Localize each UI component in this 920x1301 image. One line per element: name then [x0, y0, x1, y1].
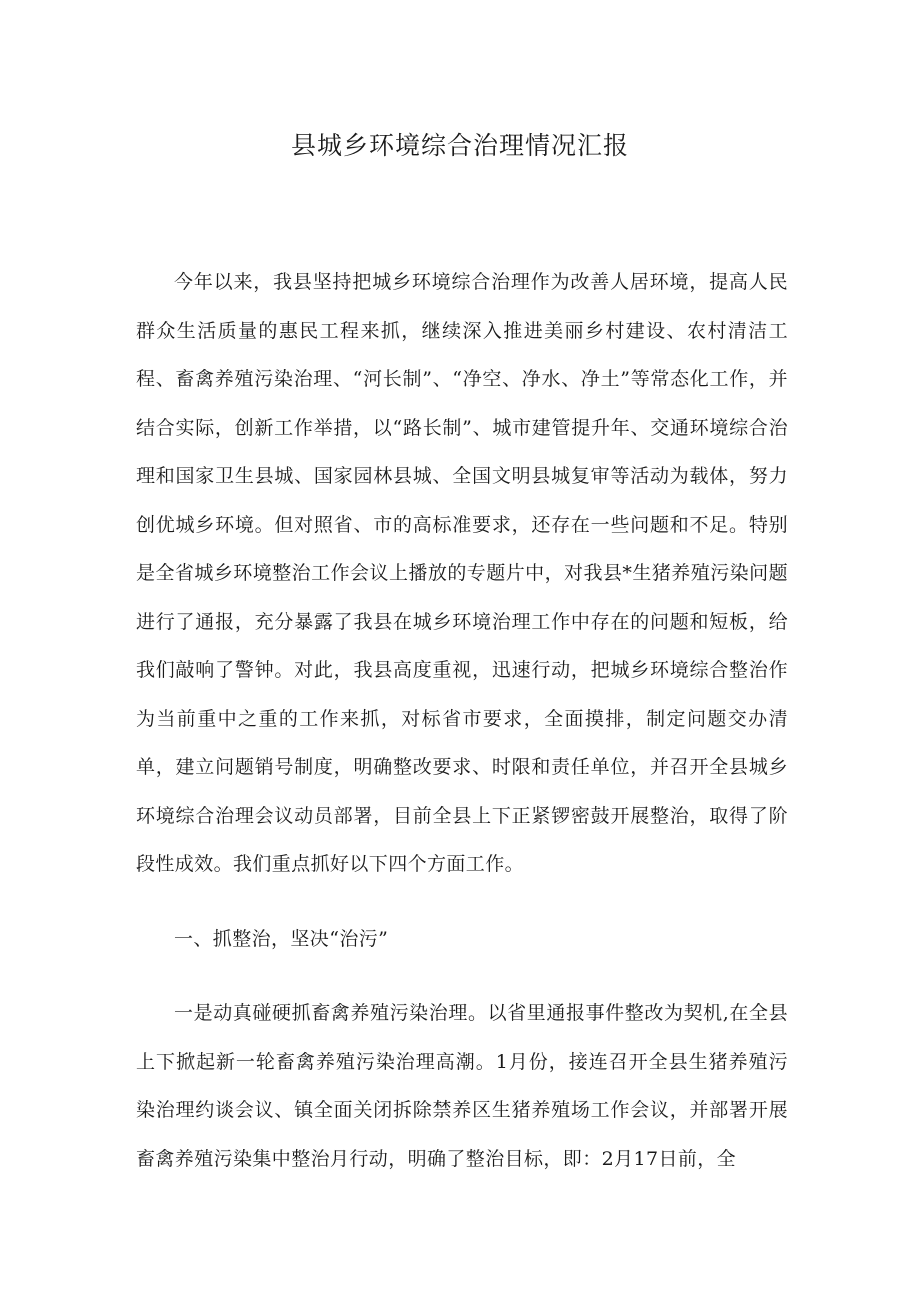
section-heading: 一、抓整治，坚决“治污”: [174, 927, 389, 950]
document-body: [136, 258, 788, 1183]
document-title: 县城乡环境综合治理情况汇报: [290, 131, 629, 160]
section-paragraph: 一是动真碰硬抓畜禽养殖污染治理。以省里通报事件整改为契机,在全县上下掀起新一轮畜禽养殖污染治理高潮。1月份，接连召开全县生猪养殖污染治理约谈会议、镇全面关闭拆除禁养区生猪养殖场工作会议，并部署开展畜禽养殖污染集中整治月行动，明确了整治目标，即：2月17日前，全: [136, 1002, 788, 1170]
intro-paragraph: 今年以来，我县坚持把城乡环境综合治理作为改善人居环境，提高人民群众生活质量的惠民工程来抓，继续深入推进美丽乡村建设、农村清洁工程、畜禽养殖污染治理、“河长制”、“净空、净水、净土”等常态化工作，并结合实际，创新工作举措，以“路长制”、城市建管提升年、交通环境综合治理和国家卫生县城、国家园林县城、全国文明县城复审等活动为载体，努力创优城乡环境。但对照省、市的高标准要求，还存在一些问题和不足。特别是全省城乡环境整治工作会议上播放的专题片中，对我县*生猪养殖污染问题进行了通报，充分暴露了我县在城乡环境治理工作中存在的问题和短板，给我们敲响了警钟。对此，我县高度重视，迅速行动，把城乡环境综合整治作为当前重中之重的工作来抓，对标省市要求，全面摸排，制定问题交办清单，建立问题销号制度，明确整改要求、时限和责任单位，并召开全县城乡环境综合治理会议动员部署，目前全县上下正紧锣密鼓开展整治，取得了阶段性成效。我们重点抓好以下四个方面工作。: [136, 271, 788, 875]
paragraph-spacer: [136, 963, 788, 989]
paragraph-spacer: [136, 889, 788, 915]
